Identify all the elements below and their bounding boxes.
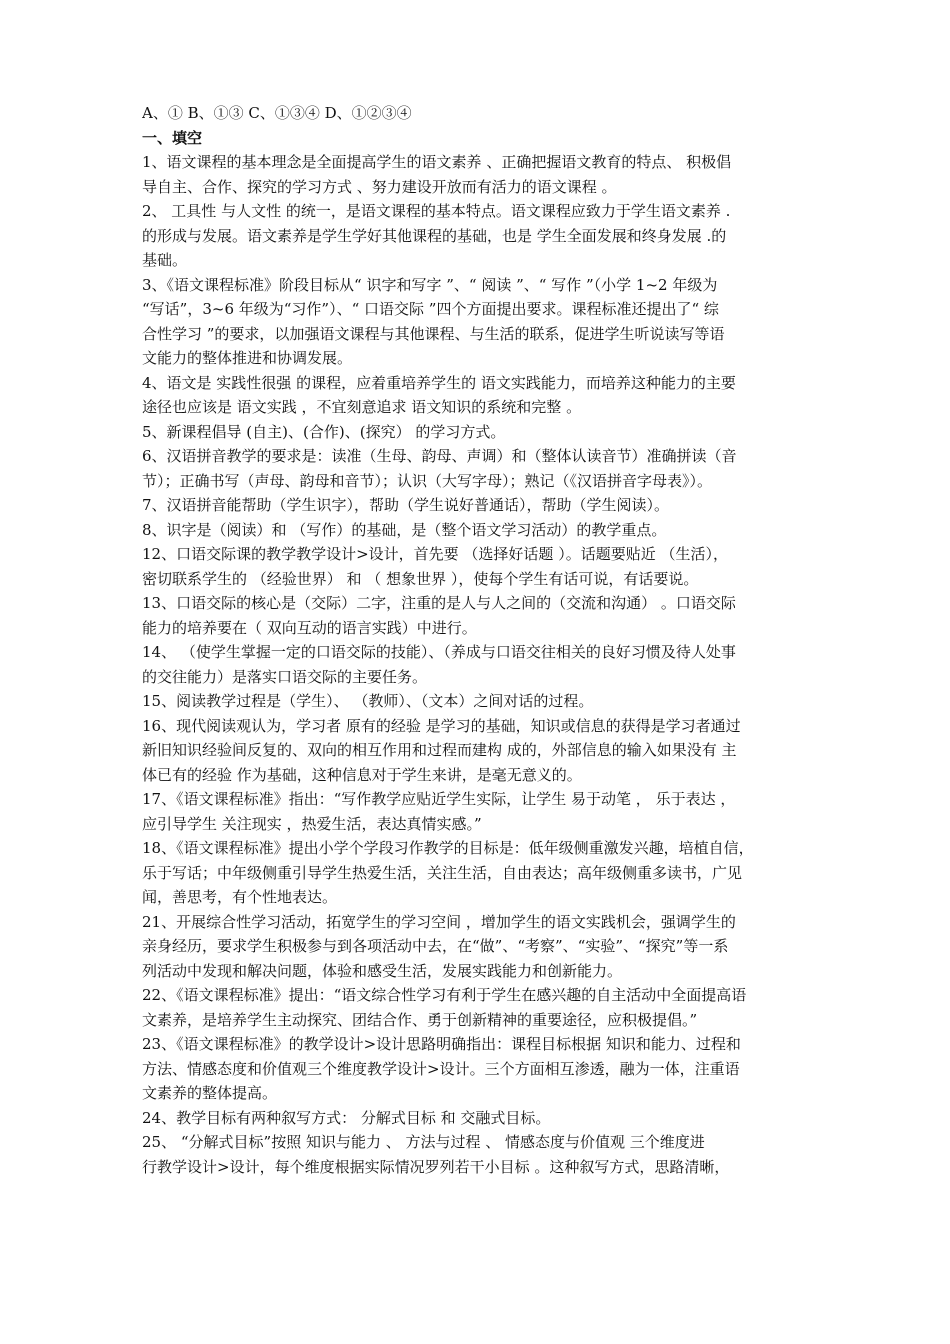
text-line: 3、《语文课程标准》阶段目标从“ 识字和写字 ”、“ 阅读 ”、“ 写作 ”（小学 1~2 年级为 — [142, 275, 718, 294]
text-line: 8、识字是（阅读）和 （写作）的基础，是（整个语文学习活动）的教学重点。 — [142, 520, 667, 539]
text-line: 24、教学目标有两种叙写方式： 分解式目标 和 交融式目标。 — [142, 1108, 551, 1127]
text-line: 密切联系学生的 （经验世界） 和 （ 想象世界 ），使每个学生有话可说，有话要说。 — [142, 569, 699, 588]
text-line: 13、口语交际的核心是（交际）二字，注重的是人与人之间的（交流和沟通） 。口语交际 — [142, 594, 736, 612]
text-line: 14、 （使学生掌握一定的口语交际的技能）、（养成与口语交往相关的良好习惯及待人处事 — [142, 643, 736, 661]
text-line: 应引导学生 关注现实 ，热爱生活，表达真情实感。” — [142, 814, 482, 833]
text-line: 文能力的整体推进和协调发展。 — [142, 349, 353, 367]
text-line: 12、口语交际课的教学教学设计>设计，首先要 （选择好话题 ）。话题要贴近 （生活）， — [142, 545, 728, 563]
text-line: 15、阅读教学过程是（学生）、 （教师）、（文本）之间对话的过程。 — [142, 692, 594, 710]
text-line: 行教学设计>设计，每个维度根据实际情况罗列若干小目标 。这种叙写方式，思路清晰， — [142, 1157, 730, 1176]
text-line: 列活动中发现和解决问题，体验和感受生活，发展实践能力和创新能力。 — [142, 961, 623, 980]
text-line: 21、开展综合性学习活动，拓宽学生的学习空间 ，增加学生的语文实践机会，强调学生的 — [142, 912, 736, 931]
text-line: 6、汉语拼音教学的要求是：读准（生母、韵母、声调）和（整体认读音节）准确拼读（音 — [142, 447, 737, 465]
text-line: 基础。 — [142, 251, 188, 269]
text-line: 文素养，是培养学生主动探究、团结合作、勇于创新精神的重要途径，应积极提倡。” — [142, 1010, 698, 1029]
text-line: 乐于写话；中年级侧重引导学生热爱生活，关注生活，自由表达；高年级侧重多读书，广见 — [142, 863, 743, 882]
text-line: 节）；正确书写（声母、韵母和音节）；认识（大写字母）；熟记（《汉语拼音字母表》）。 — [142, 471, 713, 490]
text-line: 16、现代阅读观认为，学习者 原有的经验 是学习的基础，知识或信息的获得是学习者通过 — [142, 716, 741, 735]
text-line: 4、语文是 实践性很强 的课程，应着重培养学生的 语文实践能力，而培养这种能力的主要 — [142, 373, 736, 392]
text-line: 文素养的整体提高。 — [142, 1084, 278, 1102]
text-line: 18、《语文课程标准》提出小学个学段习作教学的目标是：低年级侧重激发兴趣，培植自信， — [142, 839, 754, 857]
text-line: “写话”，3~6 年级为“习作”）、“ 口语交际 ”四个方面提出要求。课程标准还提出了“ 综 — [142, 300, 719, 318]
text-line: 5、新课程倡导 (自主)、(合作)、(探究） 的学习方式。 — [142, 422, 506, 441]
text-line: 7、汉语拼音能帮助（学生识字），帮助（学生说好普通话），帮助（学生阅读）。 — [142, 496, 670, 514]
text-line: 导自主、合作、探究的学习方式 、努力建设开放而有活力的语文课程 。 — [142, 177, 617, 196]
text-line: 17、《语文课程标准》指出：“写作教学应贴近学生实际，让学生 易于动笔 ， 乐于表达 ， — [142, 790, 736, 808]
text-line: 2、 工具性 与人文性 的统一，是语文课程的基本特点。语文课程应致力于学生语文素养 . — [142, 202, 731, 220]
text-line: 闻，善思考，有个性地表达。 — [142, 888, 338, 906]
text-line: 方法、情感态度和价值观三个维度教学设计>设计。三个方面相互渗透，融为一体，注重语 — [142, 1059, 740, 1078]
text-line: 的形成与发展。语文素养是学生学好其他课程的基础，也是 学生全面发展和终身发展 .的 — [142, 226, 727, 245]
text-line: 体已有的经验 作为基础，这种信息对于学生来讲，是毫无意义的。 — [142, 765, 582, 784]
text-line: 途径也应该是 语文实践 ，不宜刻意追求 语文知识的系统和完整 。 — [142, 398, 582, 416]
text-line: 亲身经历，要求学生积极参与到各项活动中去，在“做”、“考察”、“实验”、“探究”等一系 — [142, 937, 729, 955]
section-heading-fill-in: 一、填空 — [142, 128, 203, 147]
answer-options-line: A、① B、①③ C、①③④ D、①②③④ — [142, 104, 412, 122]
text-line: 新旧知识经验间反复的、双向的相互作用和过程而建构 成的，外部信息的输入如果没有 主 — [142, 741, 737, 759]
text-line: 22、《语文课程标准》提出：“语文综合性学习有利于学生在感兴趣的自主活动中全面提高语 — [142, 986, 747, 1004]
text-line: 1、语文课程的基本理念是全面提高学生的语文素养 、正确把握语文教育的特点、 积极倡 — [142, 153, 732, 171]
text-line: 能力的培养要在（ 双向互动的语言实践）中进行。 — [142, 618, 477, 637]
text-line: 的交往能力）是落实口语交际的主要任务。 — [142, 667, 428, 686]
text-line: 25、 “分解式目标”按照 知识与能力 、 方法与过程 、 情感态度与价值观 三个维度进 — [142, 1133, 705, 1151]
text-line: 23、《语文课程标准》的教学设计>设计思路明确指出：课程目标根据 知识和能力、过程和 — [142, 1035, 741, 1053]
text-line: 合性学习 ”的要求，以加强语文课程与其他课程、与生活的联系，促进学生听说读写等语 — [142, 324, 725, 343]
